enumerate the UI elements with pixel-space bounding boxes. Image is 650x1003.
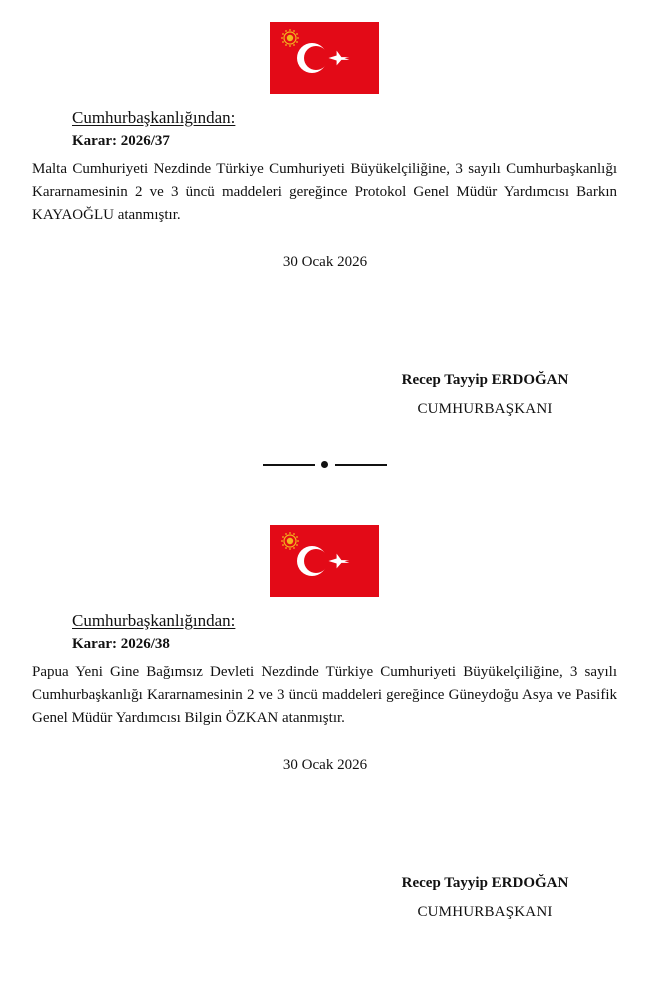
flag-graphic (270, 22, 379, 94)
flag-graphic (270, 525, 379, 597)
signer-title: CUMHURBAŞKANI (417, 401, 553, 417)
separator-line-left (263, 464, 315, 466)
signer-name: Recep Tayyip ERDOĞAN (401, 875, 569, 891)
section-separator-icon (263, 457, 387, 471)
decree-body-text: Malta Cumhuriyeti Nezdinde Türkiye Cumhuriyeti Büyükelçiliğine, 3 sayılı Cumhurbaşkanlığı Kararnamesinin 2 ve 3 üncü maddeleri gereğince Protokol Genel Müdür Yardımcısı Barkın KAYAOĞLU atanmıştır. (32, 161, 617, 223)
turkish-presidential-flag-icon (270, 22, 379, 94)
issuer-heading: Cumhurbaşkanlığından: (72, 611, 236, 630)
decree-block (0, 0, 650, 500)
decree-date: 30 Ocak 2026 (282, 757, 368, 773)
separator-line-right (335, 464, 387, 466)
separator-dot (321, 461, 328, 468)
signer-name: Recep Tayyip ERDOĞAN (401, 372, 569, 388)
decree-body-text: Papua Yeni Gine Bağımsız Devleti Nezdinde Türkiye Cumhuriyeti Büyükelçiliğine, 3 sayılı Cumhurbaşkanlığı Kararnamesinin 2 ve 3 üncü maddeleri gereğince Güneydoğu Asya ve Pasifik Genel Müdür Yardımcısı Bilgin ÖZKAN atanmıştır. (32, 664, 617, 726)
issuer-heading: Cumhurbaşkanlığından: (72, 108, 236, 127)
decision-number: Karar: 2026/37 (72, 133, 170, 149)
signer-title: CUMHURBAŞKANI (417, 904, 553, 920)
decree-date: 30 Ocak 2026 (282, 254, 368, 270)
decree-block (0, 503, 650, 1003)
decision-number: Karar: 2026/38 (72, 636, 170, 652)
turkish-presidential-flag-icon (270, 525, 379, 597)
